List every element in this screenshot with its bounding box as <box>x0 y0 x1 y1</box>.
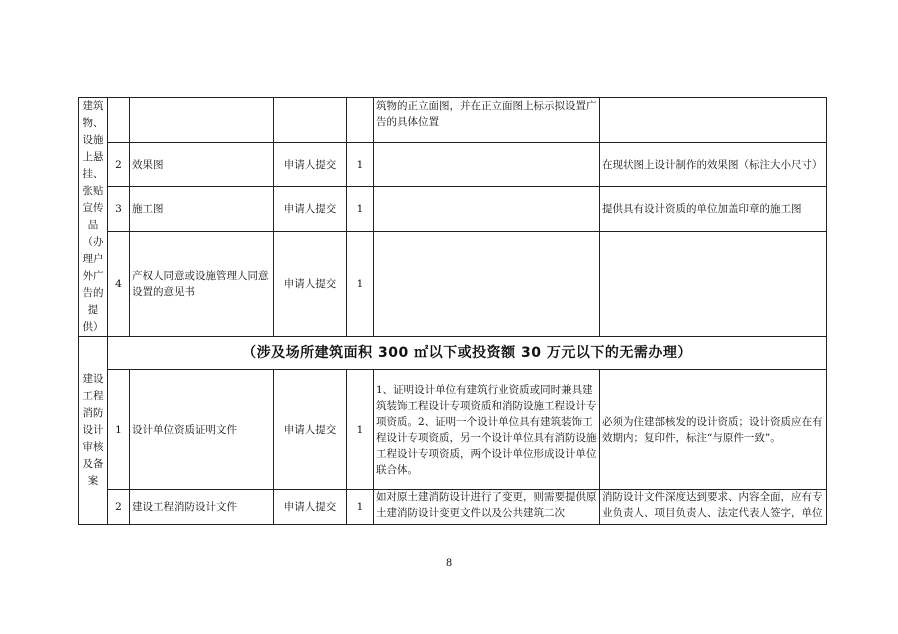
row-number: 2 <box>108 490 130 525</box>
copies: 1 <box>347 187 374 232</box>
requirement-cell: 如对原土建消防设计进行了变更，则需要提供原土建消防设计变更文件以及公共建筑二次 <box>376 491 597 518</box>
table-row <box>79 337 827 370</box>
category-cell-fire: 建设工程消防设计审核及备案 <box>79 337 108 525</box>
requirement-cell <box>374 187 600 232</box>
section-banner: （涉及场所建筑面积 300 ㎡以下或投资额 30 万元以下的无需办理） <box>108 337 827 370</box>
remark-cell <box>600 232 827 337</box>
material-name: 施工图 <box>130 187 274 232</box>
table-row <box>79 490 827 525</box>
table-row <box>79 232 827 337</box>
table-row <box>79 187 827 232</box>
remark-cell: 消防设计文件深度达到要求、内容全面，应有专业负责人、项目负责人、法定代表人签字，单位 <box>602 491 823 518</box>
requirement-cell <box>374 143 600 187</box>
material-source: 申请人提交 <box>274 143 347 187</box>
remark-cell: 提供具有设计资质的单位加盖印章的施工图 <box>600 187 827 232</box>
material-name: 建设工程消防设计文件 <box>130 490 274 525</box>
row-number: 2 <box>108 143 130 187</box>
material-source: 申请人提交 <box>274 490 347 525</box>
table-row <box>79 143 827 187</box>
row-number: 4 <box>108 232 130 337</box>
material-name: 效果图 <box>130 143 274 187</box>
material-source: 申请人提交 <box>274 187 347 232</box>
category-cell-building: 建筑物、设施上悬挂、张贴宣传品（办理户外广告的提供） <box>79 98 108 337</box>
row-number: 1 <box>108 370 130 490</box>
requirement-cell <box>374 232 600 337</box>
remark-cell: 必须为住建部核发的设计资质；设计资质应在有效期内；复印件，标注“与原件一致”。 <box>600 370 827 490</box>
material-name: 产权人同意或设施管理人同意设置的意见书 <box>130 232 274 337</box>
requirement-cell: 1、证明设计单位有建筑行业资质或同时兼具建筑装饰工程设计专项资质和消防设施工程设计专项资质。2、证明一个设计单位具有建筑装饰工程设计专项资质，另一个设计单位具有消防设施工程设计专项资质，两个设计单位形成设计单位联合体。 <box>374 370 600 490</box>
copies: 1 <box>347 370 374 490</box>
materials-table <box>78 97 827 525</box>
material-name: 设计单位资质证明文件 <box>130 370 274 490</box>
row-number: 3 <box>108 187 130 232</box>
page-number: 8 <box>445 558 453 569</box>
copies: 1 <box>347 143 374 187</box>
material-source: 申请人提交 <box>274 232 347 337</box>
requirement-cell: 筑物的正立面图，并在正立面图上标示拟设置广告的具体位置 <box>374 98 600 143</box>
material-source: 申请人提交 <box>274 370 347 490</box>
table-row <box>79 370 827 490</box>
remark-cell: 在现状图上设计制作的效果图（标注大小尺寸） <box>600 143 827 187</box>
table-row <box>79 98 827 143</box>
copies: 1 <box>347 232 374 337</box>
copies: 1 <box>347 490 374 525</box>
